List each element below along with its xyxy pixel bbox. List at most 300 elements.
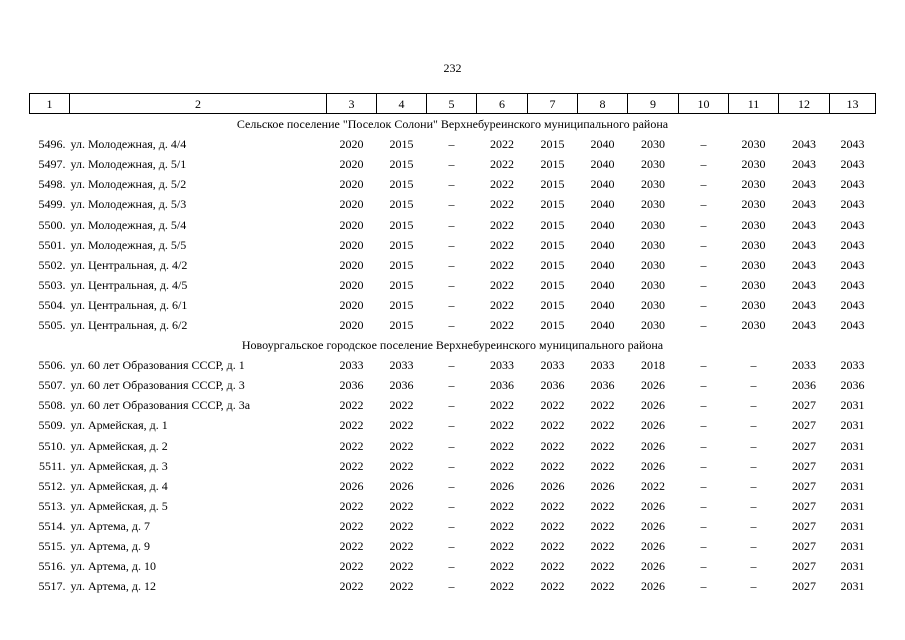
year-cell: 2043 (792, 237, 816, 252)
year-cell: 2015 (540, 257, 565, 272)
year-cell: – (448, 418, 455, 433)
year-cell: – (750, 539, 757, 554)
year-cell: 2022 (339, 418, 364, 433)
column-header: 6 (477, 94, 528, 114)
year-cell: – (700, 317, 707, 332)
year-cell: – (448, 378, 455, 393)
year-cell: 2040 (590, 277, 615, 292)
year-cell: 2040 (590, 297, 615, 312)
year-cell: – (700, 559, 707, 574)
year-cell: 2020 (339, 317, 364, 332)
year-cell: – (448, 478, 455, 493)
year-cell: – (750, 418, 757, 433)
year-cell: 2043 (840, 137, 865, 152)
year-cell: – (700, 539, 707, 554)
row-number-cell: 5509. (38, 418, 66, 433)
address-cell: ул. Центральная, д. 6/2 (70, 317, 188, 332)
year-cell: 2022 (540, 539, 565, 554)
page-number: 232 (443, 61, 462, 75)
year-cell: – (700, 137, 707, 152)
year-cell: 2040 (590, 237, 615, 252)
year-cell: 2026 (339, 478, 364, 493)
address-cell: ул. Молодежная, д. 5/1 (70, 157, 187, 172)
year-cell: 2022 (389, 518, 414, 533)
address-cell: ул. Артема, д. 10 (70, 559, 156, 574)
year-cell: 2040 (590, 137, 615, 152)
year-cell: 2022 (490, 297, 514, 312)
year-cell: 2033 (540, 358, 565, 373)
year-cell: 2026 (389, 478, 414, 493)
year-cell: – (448, 498, 455, 513)
year-cell: 2015 (389, 297, 414, 312)
year-cell: 2022 (540, 418, 565, 433)
year-cell: 2020 (339, 157, 364, 172)
table-row (30, 556, 876, 576)
year-cell: 2040 (590, 177, 615, 192)
year-cell: – (448, 458, 455, 473)
year-cell: 2030 (641, 257, 665, 272)
year-cell: 2040 (590, 197, 615, 212)
address-cell: ул. Молодежная, д. 5/2 (70, 177, 187, 192)
year-cell: 2015 (540, 237, 565, 252)
year-cell: 2036 (339, 378, 364, 393)
year-cell: – (700, 197, 707, 212)
row-number-cell: 5502. (38, 257, 66, 272)
year-cell: 2022 (490, 317, 514, 332)
year-cell: 2022 (540, 579, 565, 594)
address-cell: ул. Центральная, д. 6/1 (70, 297, 188, 312)
year-cell: 2022 (339, 458, 364, 473)
year-cell: 2022 (389, 539, 414, 554)
table-body (30, 94, 876, 597)
year-cell: 2027 (792, 539, 816, 554)
year-cell: 2026 (641, 378, 665, 393)
table-row (30, 134, 876, 154)
year-cell: 2022 (490, 257, 514, 272)
year-cell: 2022 (590, 398, 615, 413)
year-cell: 2015 (389, 257, 414, 272)
year-cell: 2030 (641, 237, 665, 252)
year-cell: – (700, 297, 707, 312)
year-cell: 2022 (641, 478, 665, 493)
year-cell: 2030 (641, 137, 665, 152)
year-cell: 2022 (339, 398, 364, 413)
year-cell: 2022 (490, 458, 514, 473)
year-cell: 2022 (540, 559, 565, 574)
table-row (30, 436, 876, 456)
year-cell: 2022 (389, 579, 414, 594)
year-cell: 2026 (641, 458, 665, 473)
year-cell: 2020 (339, 217, 364, 232)
table-row (30, 415, 876, 435)
year-cell: 2022 (590, 458, 615, 473)
year-cell: 2015 (389, 277, 414, 292)
row-number-cell: 5514. (38, 518, 66, 533)
year-cell: 2022 (339, 579, 364, 594)
table-row (30, 496, 876, 516)
table-row (30, 255, 876, 275)
year-cell: 2015 (540, 297, 565, 312)
year-cell: – (750, 458, 757, 473)
year-cell: 2015 (389, 237, 414, 252)
row-number-cell: 5512. (38, 478, 66, 493)
address-cell: ул. Артема, д. 9 (70, 539, 150, 554)
column-header: 7 (528, 94, 578, 114)
column-header: 4 (377, 94, 427, 114)
year-cell: – (700, 398, 707, 413)
year-cell: 2022 (590, 559, 615, 574)
table-row (30, 315, 876, 335)
year-cell: 2022 (490, 498, 514, 513)
year-cell: 2027 (792, 579, 816, 594)
year-cell: 2030 (641, 217, 665, 232)
year-cell: 2043 (840, 277, 865, 292)
year-cell: 2043 (840, 317, 865, 332)
year-cell: – (750, 498, 757, 513)
year-cell: 2022 (490, 539, 514, 554)
year-cell: 2026 (641, 518, 665, 533)
year-cell: 2043 (840, 297, 865, 312)
year-cell: 2040 (590, 257, 615, 272)
year-cell: 2030 (641, 297, 665, 312)
address-cell: ул. Центральная, д. 4/5 (70, 277, 188, 292)
row-number-cell: 5515. (38, 539, 66, 554)
column-header: 3 (327, 94, 377, 114)
year-cell: 2015 (540, 197, 565, 212)
year-cell: 2031 (840, 518, 865, 533)
year-cell: 2020 (339, 277, 364, 292)
year-cell: – (448, 237, 455, 252)
year-cell: 2043 (840, 217, 865, 232)
year-cell: 2036 (792, 378, 816, 393)
year-cell: 2030 (741, 237, 766, 252)
year-cell: 2043 (792, 137, 816, 152)
year-cell: 2043 (840, 237, 865, 252)
address-cell: ул. Армейская, д. 1 (70, 418, 168, 433)
year-cell: 2030 (741, 317, 766, 332)
year-cell: 2030 (741, 217, 766, 232)
column-header: 12 (779, 94, 830, 114)
year-cell: 2036 (540, 378, 565, 393)
year-cell: 2022 (490, 438, 514, 453)
year-cell: 2015 (540, 277, 565, 292)
year-cell: 2043 (840, 257, 865, 272)
row-number-cell: 5505. (38, 317, 66, 332)
year-cell: – (700, 257, 707, 272)
address-cell: ул. Центральная, д. 4/2 (70, 257, 188, 272)
row-number-cell: 5500. (38, 217, 66, 232)
year-cell: 2030 (641, 197, 665, 212)
section-title: Сельское поселение "Поселок Солони" Верхнебуреинского муниципального района (236, 117, 669, 132)
year-cell: – (448, 277, 455, 292)
column-header: 8 (578, 94, 628, 114)
row-number-cell: 5506. (38, 358, 66, 373)
year-cell: 2020 (339, 197, 364, 212)
row-number-cell: 5504. (38, 297, 66, 312)
year-cell: 2031 (840, 418, 865, 433)
year-cell: – (448, 358, 455, 373)
year-cell: 2027 (792, 438, 816, 453)
table-row (30, 154, 876, 174)
address-cell: ул. 60 лет Образования СССР, д. 3а (70, 398, 251, 413)
year-cell: 2027 (792, 518, 816, 533)
year-cell: 2022 (590, 539, 615, 554)
year-cell: 2022 (590, 518, 615, 533)
year-cell: – (700, 378, 707, 393)
year-cell: 2027 (792, 559, 816, 574)
row-number-cell: 5499. (38, 197, 66, 212)
year-cell: 2026 (641, 539, 665, 554)
row-number-cell: 5498. (38, 177, 66, 192)
year-cell: 2022 (540, 498, 565, 513)
year-cell: 2033 (590, 358, 615, 373)
year-cell: 2026 (540, 478, 565, 493)
year-cell: – (700, 177, 707, 192)
address-cell: ул. 60 лет Образования СССР, д. 3 (70, 378, 245, 393)
year-cell: 2031 (840, 398, 865, 413)
year-cell: – (448, 177, 455, 192)
year-cell: 2030 (641, 277, 665, 292)
row-number-cell: 5517. (38, 579, 66, 594)
address-cell: ул. Армейская, д. 5 (70, 498, 168, 513)
year-cell: – (700, 498, 707, 513)
year-cell: – (448, 317, 455, 332)
year-cell: 2022 (490, 518, 514, 533)
year-cell: 2015 (540, 177, 565, 192)
year-cell: 2022 (490, 217, 514, 232)
table-row (30, 516, 876, 536)
section-title-row (30, 114, 876, 135)
year-cell: – (750, 398, 757, 413)
table-row (30, 456, 876, 476)
year-cell: – (448, 559, 455, 574)
year-cell: 2022 (590, 498, 615, 513)
year-cell: 2040 (590, 317, 615, 332)
year-cell: 2022 (490, 579, 514, 594)
year-cell: – (700, 458, 707, 473)
year-cell: 2022 (590, 579, 615, 594)
row-number-cell: 5507. (38, 378, 66, 393)
address-cell: ул. Молодежная, д. 5/4 (70, 217, 187, 232)
section-title-row (30, 335, 876, 355)
year-cell: 2036 (590, 378, 615, 393)
year-cell: 2030 (741, 177, 766, 192)
year-cell: – (750, 579, 757, 594)
year-cell: 2043 (792, 257, 816, 272)
year-cell: 2015 (540, 217, 565, 232)
year-cell: 2022 (490, 398, 514, 413)
address-cell: ул. Артема, д. 7 (70, 518, 150, 533)
year-cell: 2027 (792, 398, 816, 413)
year-cell: 2022 (389, 398, 414, 413)
year-cell: 2020 (339, 257, 364, 272)
year-cell: 2043 (792, 297, 816, 312)
year-cell: – (448, 157, 455, 172)
year-cell: 2030 (741, 297, 766, 312)
year-cell: 2022 (490, 418, 514, 433)
year-cell: – (700, 518, 707, 533)
year-cell: – (700, 237, 707, 252)
year-cell: 2022 (540, 458, 565, 473)
year-cell: 2030 (641, 177, 665, 192)
year-cell: 2022 (490, 177, 514, 192)
header-row (30, 94, 876, 114)
year-cell: 2031 (840, 498, 865, 513)
column-header: 9 (628, 94, 679, 114)
year-cell: – (700, 157, 707, 172)
year-cell: – (750, 518, 757, 533)
column-header: 11 (729, 94, 779, 114)
year-cell: 2022 (389, 559, 414, 574)
year-cell: 2040 (590, 157, 615, 172)
column-header: 10 (679, 94, 729, 114)
year-cell: 2027 (792, 498, 816, 513)
year-cell: 2026 (641, 559, 665, 574)
year-cell: 2015 (389, 157, 414, 172)
year-cell: 2036 (490, 378, 514, 393)
year-cell: 2043 (792, 177, 816, 192)
year-cell: – (448, 518, 455, 533)
year-cell: 2022 (590, 418, 615, 433)
row-number-cell: 5510. (38, 438, 66, 453)
table-row (30, 235, 876, 255)
address-cell: ул. Молодежная, д. 5/3 (70, 197, 187, 212)
year-cell: 2026 (641, 438, 665, 453)
row-number-cell: 5511. (38, 458, 66, 473)
section-title: Новоургальское городское поселение Верхнебуреинского муниципального района (241, 338, 664, 353)
year-cell: 2022 (490, 559, 514, 574)
year-cell: 2015 (540, 157, 565, 172)
year-cell: 2022 (540, 438, 565, 453)
year-cell: – (448, 398, 455, 413)
table-row (30, 275, 876, 295)
year-cell: 2033 (339, 358, 364, 373)
year-cell: 2031 (840, 559, 865, 574)
year-cell: – (448, 438, 455, 453)
year-cell: 2030 (741, 277, 766, 292)
year-cell: 2022 (389, 498, 414, 513)
year-cell: 2027 (792, 478, 816, 493)
table-row (30, 214, 876, 234)
year-cell: 2022 (490, 197, 514, 212)
address-cell: ул. Молодежная, д. 5/5 (70, 237, 187, 252)
year-cell: 2033 (792, 358, 816, 373)
data-table (29, 93, 876, 596)
row-number-cell: 5508. (38, 398, 66, 413)
year-cell: 2015 (540, 317, 565, 332)
year-cell: 2031 (840, 539, 865, 554)
column-header: 5 (427, 94, 477, 114)
year-cell: 2020 (339, 297, 364, 312)
year-cell: 2031 (840, 458, 865, 473)
table-row (30, 536, 876, 556)
year-cell: 2040 (590, 217, 615, 232)
row-number-cell: 5503. (38, 277, 66, 292)
column-header: 1 (30, 94, 70, 114)
year-cell: 2022 (540, 398, 565, 413)
year-cell: 2043 (792, 317, 816, 332)
year-cell: – (448, 137, 455, 152)
year-cell: 2033 (389, 358, 414, 373)
year-cell: 2026 (590, 478, 615, 493)
year-cell: – (700, 579, 707, 594)
table-row (30, 476, 876, 496)
year-cell: 2026 (641, 579, 665, 594)
year-cell: 2043 (792, 277, 816, 292)
year-cell: – (700, 478, 707, 493)
address-cell: ул. Молодежная, д. 4/4 (70, 137, 187, 152)
year-cell: 2030 (741, 257, 766, 272)
year-cell: – (700, 358, 707, 373)
year-cell: – (750, 559, 757, 574)
table-row (30, 395, 876, 415)
year-cell: 2022 (490, 137, 514, 152)
year-cell: 2022 (590, 438, 615, 453)
year-cell: 2043 (840, 177, 865, 192)
year-cell: 2022 (339, 438, 364, 453)
year-cell: 2036 (840, 378, 865, 393)
year-cell: 2026 (641, 498, 665, 513)
year-cell: 2030 (741, 157, 766, 172)
year-cell: 2022 (339, 559, 364, 574)
year-cell: 2036 (389, 378, 414, 393)
year-cell: 2022 (540, 518, 565, 533)
address-cell: ул. Армейская, д. 2 (70, 438, 168, 453)
year-cell: 2022 (389, 458, 414, 473)
row-number-cell: 5501. (38, 237, 66, 252)
table-row (30, 375, 876, 395)
address-cell: ул. Армейская, д. 4 (70, 478, 168, 493)
year-cell: 2030 (641, 157, 665, 172)
address-cell: ул. Артема, д. 12 (70, 579, 156, 594)
row-number-cell: 5516. (38, 559, 66, 574)
year-cell: – (700, 277, 707, 292)
table-row (30, 295, 876, 315)
year-cell: 2027 (792, 458, 816, 473)
year-cell: 2022 (490, 157, 514, 172)
table-row (30, 194, 876, 214)
year-cell: – (448, 539, 455, 554)
year-cell: 2043 (792, 217, 816, 232)
year-cell: 2033 (840, 358, 865, 373)
year-cell: – (448, 217, 455, 232)
year-cell: 2018 (641, 358, 665, 373)
year-cell: – (700, 418, 707, 433)
year-cell: – (448, 257, 455, 272)
year-cell: – (750, 478, 757, 493)
table-row (30, 576, 876, 596)
year-cell: 2030 (741, 137, 766, 152)
year-cell: – (750, 358, 757, 373)
year-cell: 2043 (840, 197, 865, 212)
year-cell: 2026 (641, 418, 665, 433)
year-cell: 2043 (840, 157, 865, 172)
year-cell: 2022 (339, 539, 364, 554)
year-cell: 2027 (792, 418, 816, 433)
year-cell: 2033 (490, 358, 514, 373)
year-cell: 2022 (389, 438, 414, 453)
year-cell: 2015 (389, 317, 414, 332)
year-cell: 2031 (840, 478, 865, 493)
row-number-cell: 5513. (38, 498, 66, 513)
year-cell: 2022 (339, 518, 364, 533)
year-cell: 2026 (490, 478, 514, 493)
year-cell: 2015 (389, 137, 414, 152)
year-cell: – (750, 438, 757, 453)
year-cell: 2030 (641, 317, 665, 332)
year-cell: 2022 (389, 418, 414, 433)
year-cell: 2031 (840, 438, 865, 453)
